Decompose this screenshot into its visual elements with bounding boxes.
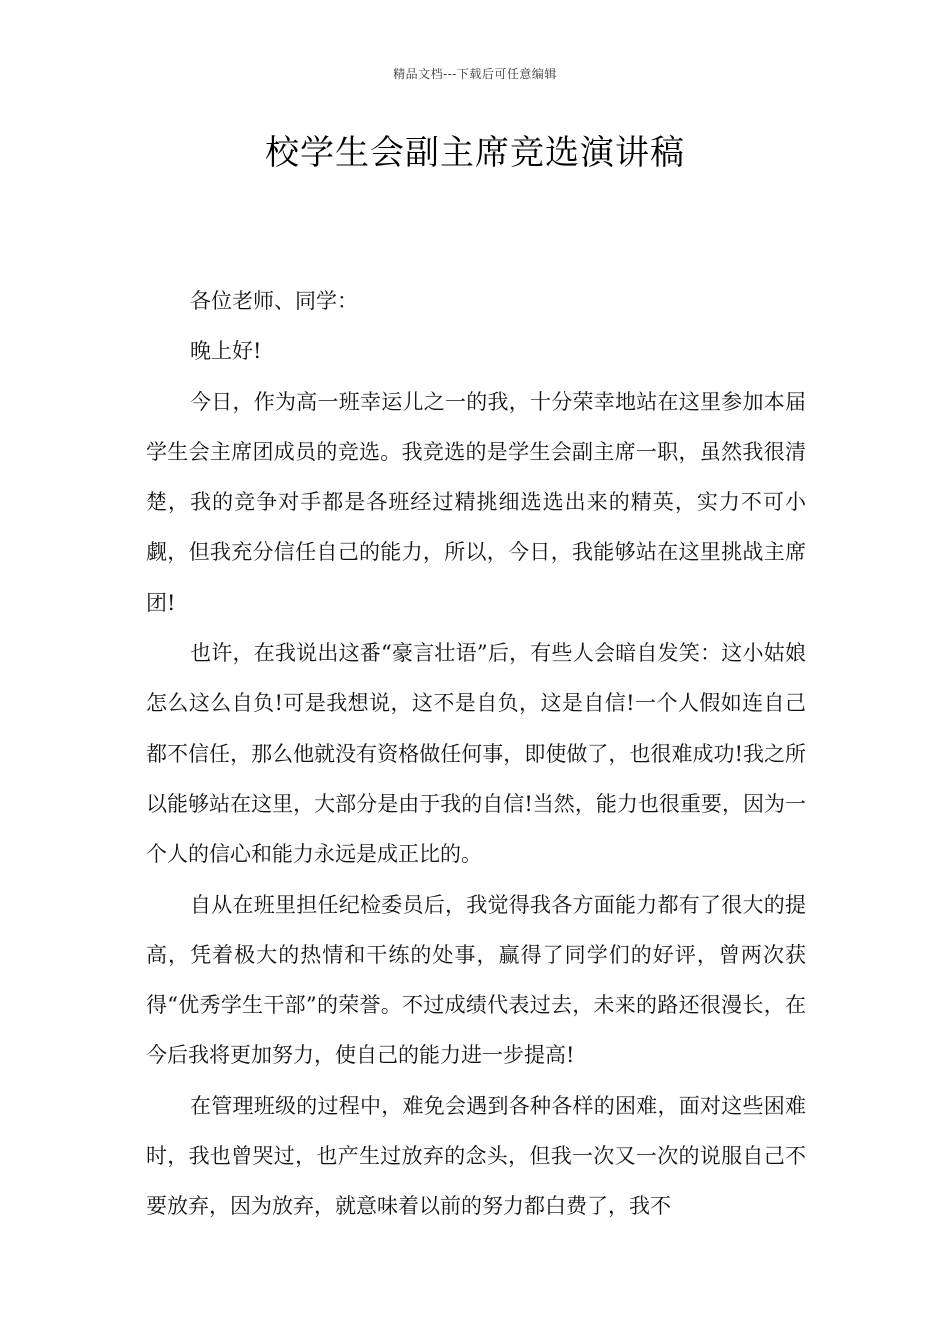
paragraph: 自从在班里担任纪检委员后，我觉得我各方面能力都有了很大的提高，凭着极大的热情和干练的处事，赢得了同学们的好评，曾两次获得“优秀学生干部”的荣誉。不过成绩代表过去，未来的路还很漫长，在今后我将更加努力，使自己的能力进一步提高! [146, 892, 806, 1068]
paragraph-salutation: 各位老师、同学： [190, 289, 358, 313]
paragraph: 在管理班级的过程中，难免会遇到各种各样的困难，面对这些困难时，我也曾哭过，也产生过放弃的念头，但我一次又一次的说服自己不要放弃，因为放弃，就意味着以前的努力都白费了，我不 [146, 1093, 806, 1219]
header-note: 精品文档---下载后可任意编辑 [393, 67, 557, 81]
document-body [146, 276, 806, 1232]
paragraph: 也许，在我说出这番“豪言壮语”后，有些人会暗自发笑：这小姑娘怎么这么自负!可是我想说，这不是自负，这是自信!一个人假如连自己都不信任，那么他就没有资格做任何事，即使做了，也很难成功!我之所以能够站在这里，大部分是由于我的自信!当然，能力也很重要，因为一个人的信心和能力永远是成正比的。 [146, 641, 806, 867]
paragraph-greeting: 晚上好! [190, 339, 262, 364]
paragraph: 今日，作为高一班幸运儿之一的我，十分荣幸地站在这里参加本届学生会主席团成员的竞选。我竞选的是学生会副主席一职，虽然我很清楚，我的竞争对手都是各班经过精挑细选选出来的精英，实力不可小觑，但我充分信任自己的能力，所以，今日，我能够站在这里挑战主席团! [146, 389, 806, 615]
document-title: 校学生会副主席竞选演讲稿 [265, 133, 685, 173]
